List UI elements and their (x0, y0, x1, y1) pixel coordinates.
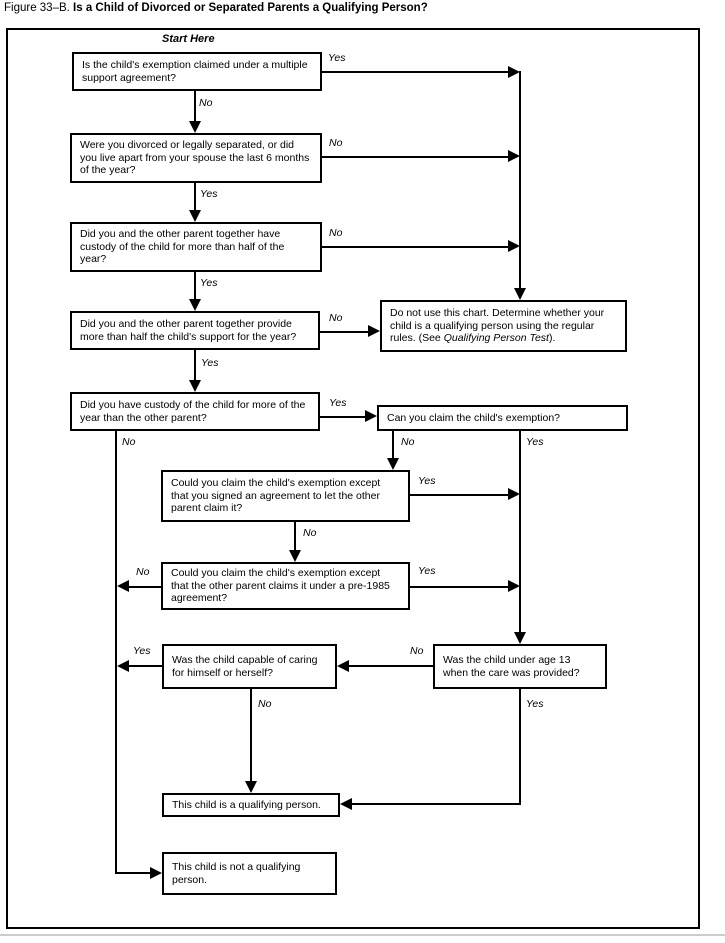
node-self-care-question (162, 644, 337, 689)
edge-q7-no-line (294, 522, 296, 552)
node-pre-1985-agreement-question (161, 562, 410, 610)
arrowhead-right-icon (508, 580, 520, 592)
edge-top-merge-line (519, 71, 521, 290)
do-not-use-italic: Qualifying Person Test (443, 332, 549, 345)
node-custody-more-question (70, 392, 320, 431)
figure-title (4, 2, 428, 14)
edge-q8-no-line (129, 586, 161, 588)
node-text: Did you have custody of the child for more of the year than the other parent? (80, 399, 306, 424)
node-do-not-use-chart-result (380, 300, 627, 352)
node-under-age-13-question (433, 644, 607, 689)
edge-label-q5-yes: Yes (329, 397, 347, 409)
arrowhead-down-icon (245, 781, 257, 793)
arrowhead-down-icon (289, 550, 301, 562)
figure-title-text: Is a Child of Divorced or Separated Parents a Qualifying Person? (73, 2, 428, 14)
arrowhead-down-icon (189, 299, 201, 311)
node-text: Was the child capable of caring for himself or herself? (172, 654, 318, 679)
arrowhead-down-icon (514, 288, 526, 300)
do-not-use-prefix: Do not use this chart. Determine whether your child is a qualifying person using the regular rules. (See (390, 307, 605, 345)
node-text (390, 307, 617, 345)
node-text: Could you claim the child's exemption except that you signed an agreement to let the other parent claim it? (171, 477, 381, 515)
edge-q10-yes-line (519, 689, 521, 805)
start-here-label: Start Here (162, 33, 215, 45)
edge-q3-no-line (322, 246, 508, 248)
edge-label-q1-yes: Yes (328, 52, 346, 64)
node-claim-exemption-question (377, 405, 628, 431)
edge-label-q9-yes: Yes (133, 645, 151, 657)
edge-label-q2-yes: Yes (200, 188, 218, 200)
node-text: Could you claim the child's exemption except that the other parent claims it under a pre-1985 agreement? (171, 567, 390, 605)
arrowhead-right-icon (365, 410, 377, 422)
edge-label-q6-yes: Yes (526, 436, 544, 448)
arrowhead-down-icon (514, 632, 526, 644)
node-text: Did you and the other parent together provide more than half the child's support for the year? (80, 318, 297, 343)
edge-q7-yes-line (410, 494, 508, 496)
arrowhead-down-icon (189, 380, 201, 392)
node-joint-support-question (70, 311, 320, 350)
node-text: This child is not a qualifying person. (172, 861, 301, 886)
arrowhead-down-icon (387, 458, 399, 470)
node-text: Were you divorced or legally separated, or did you live apart from your spouse the last 6 months of the year? (80, 139, 310, 177)
edge-label-q2-no: No (329, 137, 343, 149)
edge-label-q3-yes: Yes (200, 277, 218, 289)
edge-label-q6-no: No (401, 436, 415, 448)
edge-q6-yes-line (519, 431, 521, 634)
figure-title-number: Figure 33–B. (4, 2, 74, 14)
edge-q9-no-line (250, 689, 252, 783)
edge-label-q5-no: No (122, 436, 136, 448)
arrowhead-right-icon (508, 240, 520, 252)
arrowhead-left-icon (117, 580, 129, 592)
arrowhead-left-icon (340, 798, 352, 810)
edge-q3-yes-line (194, 272, 196, 301)
edge-q10-no-line (349, 665, 433, 667)
do-not-use-suffix: ). (548, 332, 556, 345)
node-not-qualifying-person-result (162, 852, 337, 895)
edge-label-q1-no: No (199, 97, 213, 109)
node-qualifying-person-result (162, 793, 340, 817)
edge-q5-yes-line (320, 416, 365, 418)
node-joint-custody-question (70, 222, 322, 272)
arrowhead-right-icon (508, 488, 520, 500)
edge-q1-no-line (194, 91, 196, 123)
node-divorced-separated-question (70, 133, 322, 183)
node-text: Was the child under age 13 when the care was provided? (443, 654, 580, 679)
arrowhead-down-icon (189, 210, 201, 222)
edge-q10-yes-elbow-line (352, 803, 521, 805)
arrowhead-left-icon (117, 660, 129, 672)
edge-label-q3-no: No (329, 227, 343, 239)
arrowhead-down-icon (189, 121, 201, 133)
edge-label-q7-no: No (303, 527, 317, 539)
node-text: Is the child's exemption claimed under a multiple support agreement? (82, 59, 308, 84)
node-text: Can you claim the child's exemption? (387, 411, 561, 424)
edge-label-q8-no: No (136, 566, 150, 578)
edge-label-q4-yes: Yes (201, 357, 219, 369)
node-signed-agreement-question (161, 470, 410, 522)
edge-q4-yes-line (194, 350, 196, 382)
edge-q5-no-elbow-line (115, 872, 152, 874)
node-text: This child is a qualifying person. (172, 798, 321, 811)
node-text: Did you and the other parent together have custody of the child for more than half of the year? (80, 228, 285, 266)
edge-q2-yes-line (194, 183, 196, 212)
edge-label-q9-no: No (258, 698, 272, 710)
edge-q1-yes-line (322, 71, 508, 73)
arrowhead-right-icon (368, 325, 380, 337)
edge-label-q10-yes: Yes (526, 698, 544, 710)
edge-label-q8-yes: Yes (418, 565, 436, 577)
arrowhead-left-icon (337, 660, 349, 672)
arrowhead-right-icon (508, 150, 520, 162)
edge-label-q4-no: No (329, 312, 343, 324)
node-multiple-support-question (72, 52, 322, 91)
edge-q4-no-line (320, 331, 368, 333)
edge-label-q10-no: No (410, 645, 424, 657)
edge-q8-yes-line (410, 586, 508, 588)
edge-q9-yes-line (129, 665, 162, 667)
edge-q2-no-line (322, 156, 508, 158)
edge-label-q7-yes: Yes (418, 475, 436, 487)
edge-q5-no-line (115, 431, 117, 874)
arrowhead-right-icon (150, 867, 162, 879)
edge-q6-no-line (392, 431, 394, 460)
page-bottom-rule (0, 934, 725, 936)
